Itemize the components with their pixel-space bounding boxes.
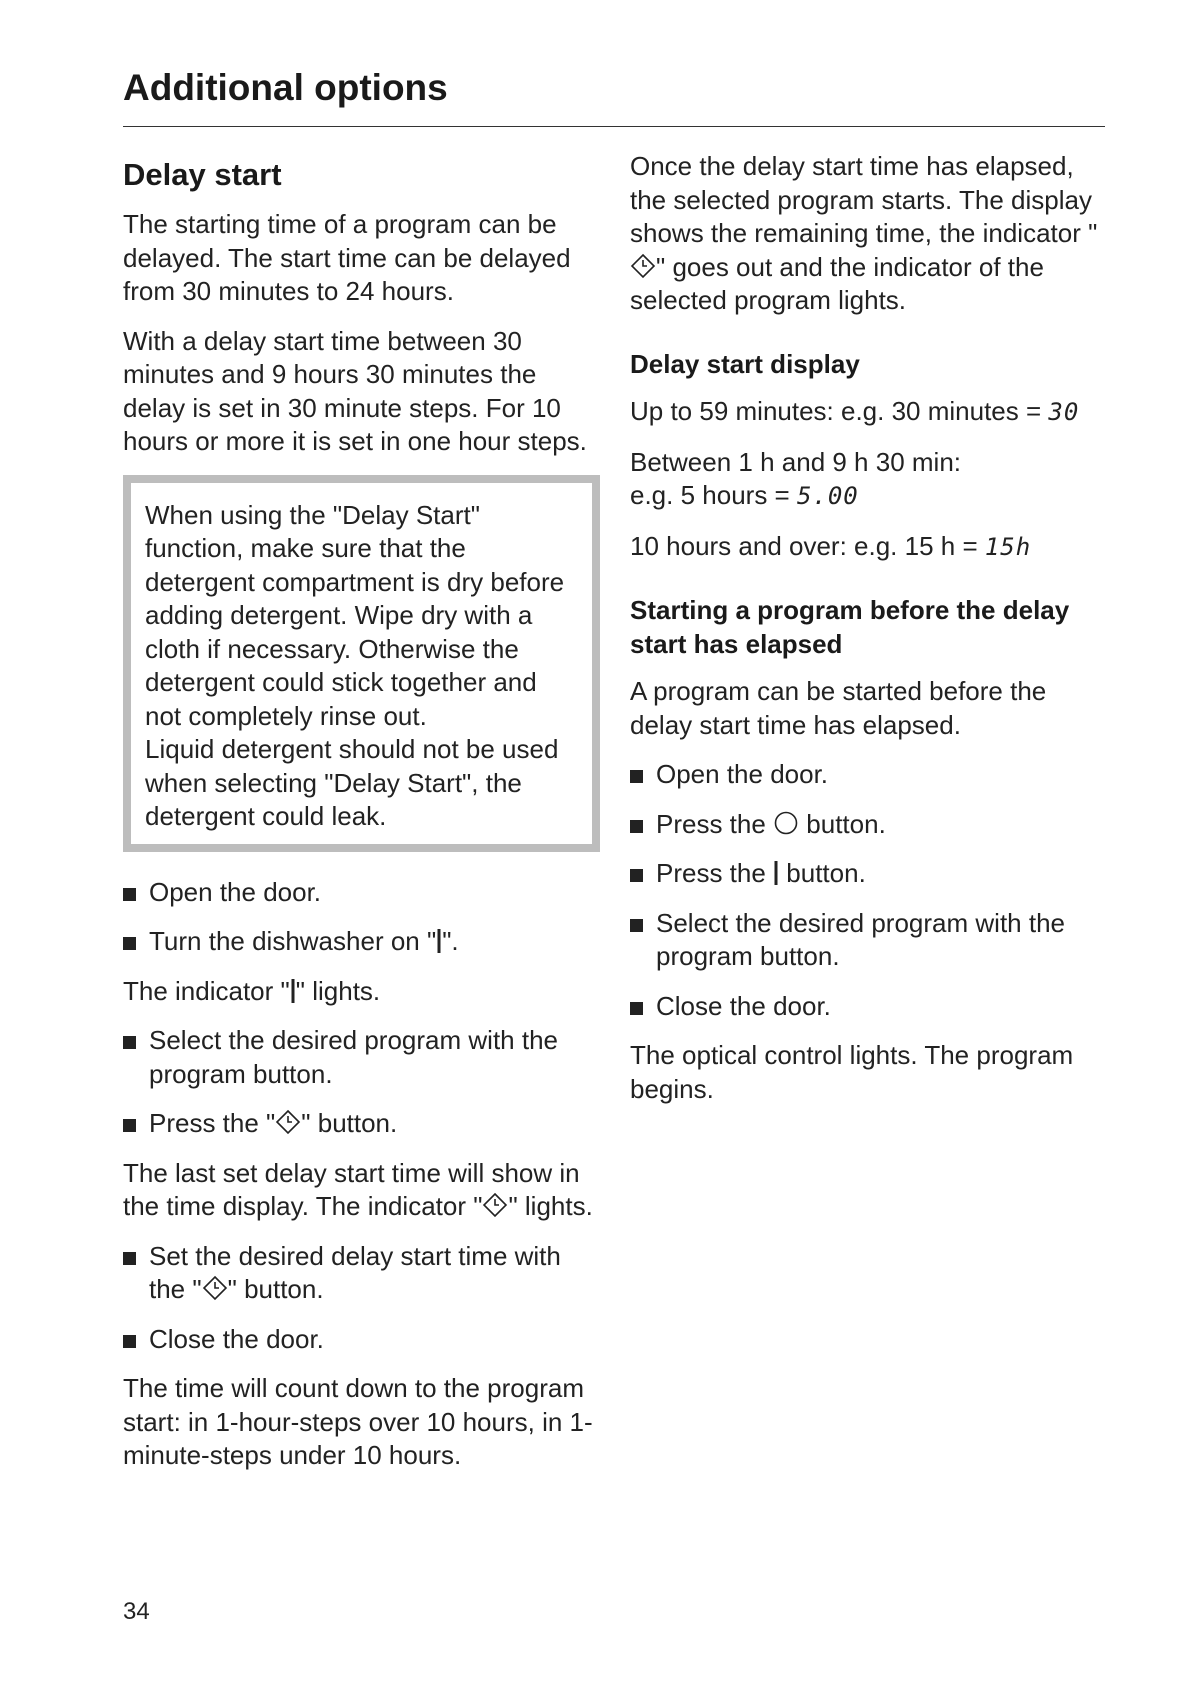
bullet-icon xyxy=(630,770,643,783)
bullet-icon xyxy=(123,937,136,950)
list-item xyxy=(123,876,600,910)
display-example-text: Between 1 h and 9 h 30 min: xyxy=(630,446,962,477)
step-text-a: Press the xyxy=(656,808,774,839)
bullet-icon xyxy=(630,919,643,932)
bullet-icon xyxy=(123,1252,136,1265)
indicator-paragraph xyxy=(123,975,600,1009)
subheading-start-before-elapsed: Starting a program before the delay start has elapsed xyxy=(630,595,1070,659)
bullet-icon xyxy=(630,820,643,833)
list-item xyxy=(123,1024,600,1091)
before-intro-paragraph: A program can be started before the delay start time has elapsed. xyxy=(630,676,1047,740)
list-item xyxy=(123,1323,600,1357)
page-number: 34 xyxy=(123,1598,150,1625)
bullet-icon xyxy=(123,1335,136,1348)
last-set-text-a: The last set delay start time will show in the time display. The indicator " xyxy=(123,1157,580,1221)
step-text: Close the door. xyxy=(656,990,831,1021)
list-item xyxy=(123,1107,600,1141)
intro-paragraph-2: With a delay start time between 30 minutes and 9 hours 30 minutes the delay is set in 30 minute steps. For 10 hours or more it is set in one hour steps. xyxy=(123,325,587,456)
last-set-paragraph xyxy=(123,1157,600,1224)
lcd-value: 30 xyxy=(1048,398,1080,426)
display-example-text: 10 hours and over: e.g. 15 h = xyxy=(630,530,985,561)
page-title: Additional options xyxy=(123,67,448,108)
delay-start-icon xyxy=(202,1275,228,1301)
indicator-text-b: " lights. xyxy=(295,975,381,1006)
lcd-value: 15h xyxy=(984,532,1032,561)
step-text-b: ". xyxy=(442,926,459,956)
steps-list xyxy=(123,1024,600,1141)
delay-start-icon xyxy=(482,1192,508,1218)
indicator-text-a: The indicator " xyxy=(123,975,290,1006)
step-text-a: Set the desired delay start time with the " xyxy=(149,1240,561,1304)
warning-text-1: When using the "Delay Start" function, make sure that the detergent compartment is dry before adding detergent. Wipe dry with a cloth if necessary. Otherwise the detergent could stick together and not completely rinse out. xyxy=(145,499,565,731)
display-example-text: e.g. 5 hours = xyxy=(630,480,797,510)
steps-list xyxy=(123,876,600,959)
list-item xyxy=(630,907,1108,974)
step-text: Close the door. xyxy=(149,1323,324,1354)
bullet-icon xyxy=(123,1119,136,1132)
last-set-text-b: " lights. xyxy=(508,1191,593,1221)
step-text-b: " button. xyxy=(227,1274,324,1304)
lcd-value: 5.00 xyxy=(796,482,859,510)
step-text: Open the door. xyxy=(149,876,322,907)
bullet-icon xyxy=(630,1002,643,1015)
list-item xyxy=(630,990,1108,1024)
elapsed-text-b: " goes out and the indicator of the selected program lights. xyxy=(630,251,1044,315)
steps-list xyxy=(123,1240,600,1357)
elapsed-paragraph xyxy=(630,150,1108,318)
step-text: Select the desired program with the program button. xyxy=(656,907,1065,971)
delay-start-icon xyxy=(630,253,656,279)
step-text: Open the door. xyxy=(656,759,829,789)
left-column xyxy=(123,150,600,1489)
display-example-3 xyxy=(630,530,1108,565)
step-text: Select the desired program with the program button. xyxy=(149,1025,558,1089)
step-text-b: " button. xyxy=(301,1108,398,1138)
list-item xyxy=(123,925,600,959)
display-example-2 xyxy=(630,446,1108,514)
off-circle-icon xyxy=(773,810,799,836)
display-example-text: Up to 59 minutes: e.g. 30 minutes = xyxy=(630,396,1049,426)
step-text-a: Press the " xyxy=(149,1108,276,1138)
section-title-delay-start: Delay start xyxy=(123,157,282,192)
elapsed-text-a: Once the delay start time has elapsed, the selected program starts. The display shows the remaining time, the indicator " xyxy=(630,151,1098,248)
display-example-1 xyxy=(630,395,1108,430)
warning-box xyxy=(123,475,600,852)
right-column xyxy=(630,150,1108,1122)
bullet-icon xyxy=(630,869,643,882)
countdown-paragraph: The time will count down to the program start: in 1-hour-steps over 10 hours, in 1-minute-steps under 10 hours. xyxy=(123,1373,593,1470)
list-item xyxy=(630,808,1108,842)
closing-paragraph: The optical control lights. The program begins. xyxy=(630,1040,1074,1104)
header-divider xyxy=(123,126,1105,127)
intro-paragraph-1: The starting time of a program can be delayed. The start time can be delayed from 30 minutes to 24 hours. xyxy=(123,209,571,306)
list-item xyxy=(630,758,1108,792)
step-text-b: button. xyxy=(799,808,886,839)
delay-start-icon xyxy=(275,1109,301,1135)
step-text-a: Press the xyxy=(656,858,774,888)
step-text-a: Turn the dishwasher on " xyxy=(149,926,437,956)
list-item xyxy=(630,857,1108,891)
bullet-icon xyxy=(123,1036,136,1049)
steps-list xyxy=(630,758,1108,1023)
bullet-icon xyxy=(123,888,136,901)
warning-text-2: Liquid detergent should not be used when selecting "Delay Start", the detergent could leak. xyxy=(145,734,559,831)
step-text-b: button. xyxy=(779,858,866,888)
list-item xyxy=(123,1240,600,1307)
subheading-delay-start-display: Delay start display xyxy=(630,348,860,379)
